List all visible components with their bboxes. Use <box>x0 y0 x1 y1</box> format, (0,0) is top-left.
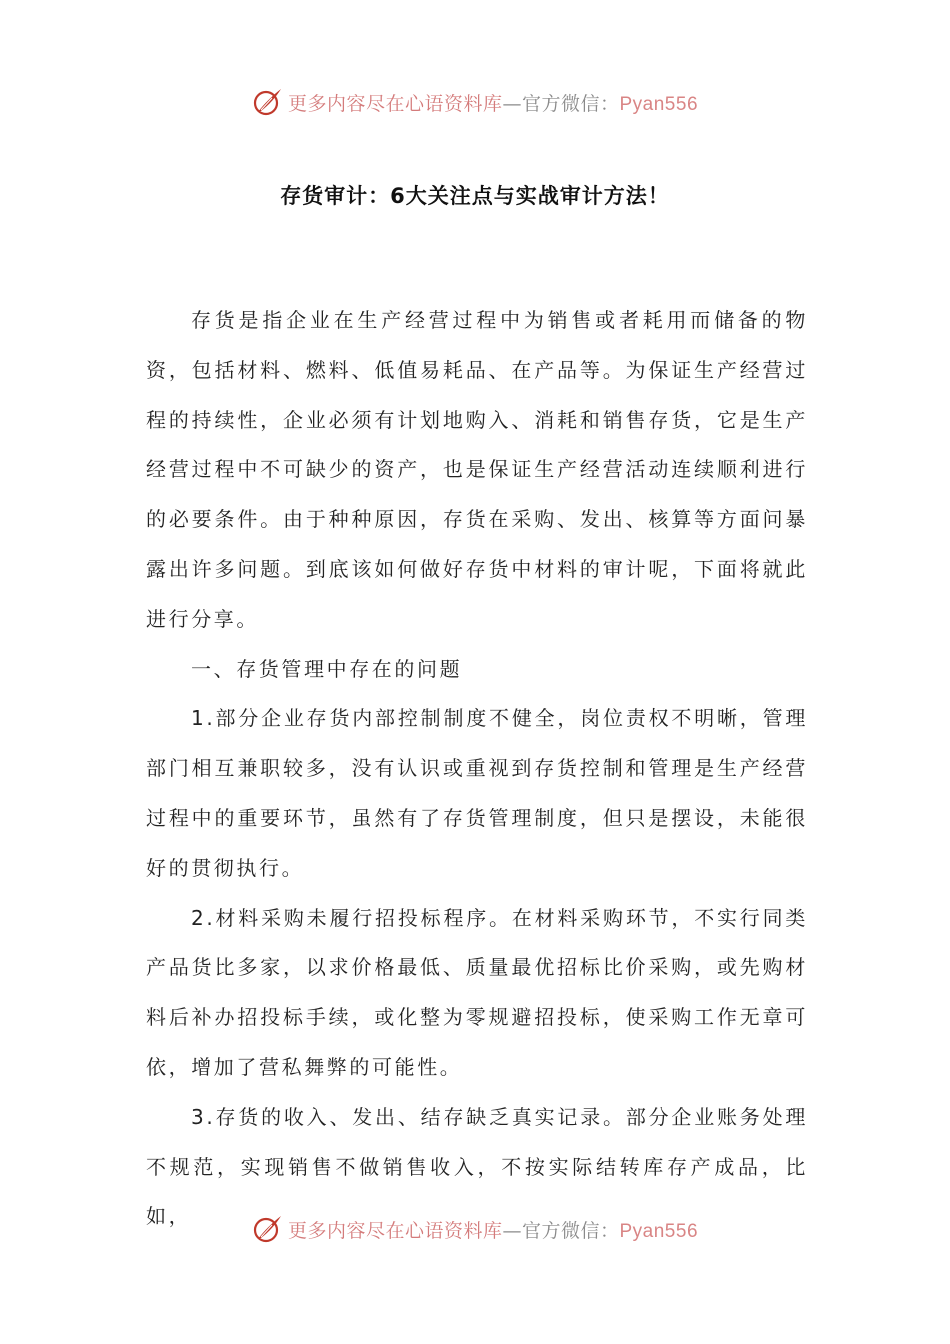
quill-logo-icon <box>252 86 284 118</box>
header-official-text: —官方微信： <box>502 92 620 115</box>
paragraph-point-2: 2.材料采购未履行招投标程序。在材料采购环节，不实行同类产品货比多家，以求价格最低、质量最优招标比价采购，或先购材料后补办招投标手续，或化整为零规避招投标，使采购工作无章可依，增加了营私舞弊的可能性。 <box>146 905 808 1079</box>
header-wechat-handle: Pyan556 <box>619 93 699 115</box>
paragraph-intro: 存货是指企业在生产经营过程中为销售或者耗用而储备的物资，包括材料、燃料、低值易耗品、在产品等。为保证生产经营过程的持续性，企业必须有计划地购入、消耗和销售存货，它是生产经营过程中不可缺少的资产，也是保证生产经营活动连续顺利进行的必要条件。由于种种原因，存货在采购、发出、核算等方面问暴露出许多问题。到底该如何做好存货中材料的审计呢，下面将就此进行分享。 <box>146 308 808 631</box>
paragraph-point-1: 1.部分企业存货内部控制制度不健全，岗位责权不明晰，管理部门相互兼职较多，没有认识或重视到存货控制和管理是生产经营过程中的重要环节，虽然有了存货管理制度，但只是摆设，未能很好的贯彻执行。 <box>146 706 808 880</box>
footer-official-text: —官方微信： <box>502 1219 620 1242</box>
article-body <box>146 296 808 1242</box>
paragraph-point-3: 3.存货的收入、发出、结存缺乏真实记录。部分企业账务处理不规范，实现销售不做销售收入，不按实际结转库存产成品，比如， <box>146 1104 808 1229</box>
footer-watermark-banner <box>0 1209 950 1249</box>
header-banner-text <box>288 89 698 116</box>
header-site-text: 更多内容尽在心语资料库 <box>287 92 503 115</box>
footer-banner-text <box>288 1216 698 1243</box>
footer-site-text: 更多内容尽在心语资料库 <box>287 1219 503 1242</box>
section-heading-problems: 一、存货管理中存在的问题 <box>191 656 463 681</box>
footer-wechat-handle: Pyan556 <box>619 1220 699 1242</box>
quill-logo-icon <box>252 1213 284 1245</box>
header-watermark-banner <box>0 82 950 122</box>
article-title: 存货审计：6大关注点与实战审计方法！ <box>280 184 670 208</box>
